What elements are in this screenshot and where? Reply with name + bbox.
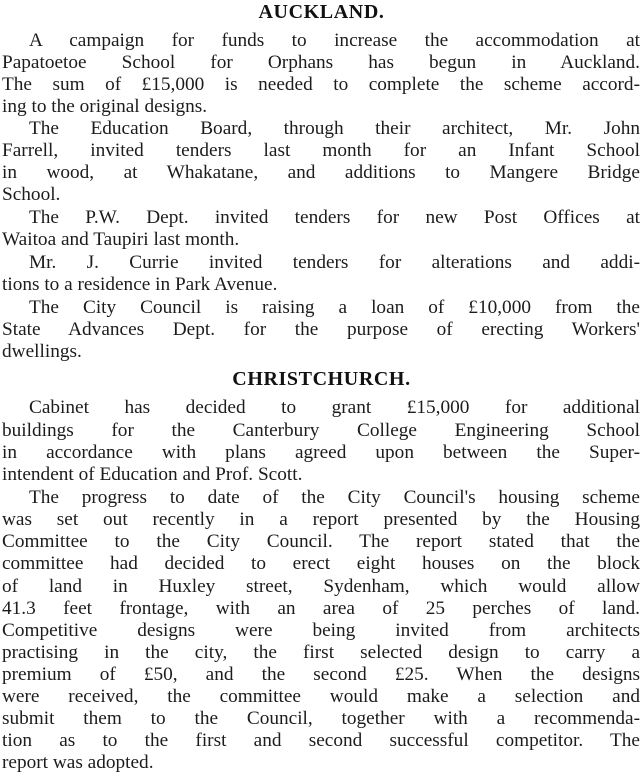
paragraph-line: Cabinet has decided to grant £15,000 for additional: [29, 397, 640, 418]
paragraph-line: A campaign for funds to increase the accommodation at: [29, 30, 640, 51]
paragraph-line: submit them to the Council, together with a recommenda-: [2, 708, 640, 729]
paragraph-line: Waitoa and Taupiri last month.: [2, 229, 240, 250]
section-heading-auckland: AUCKLAND.: [258, 1, 385, 23]
paragraph-line: buildings for the Canterbury College Engineering School: [2, 420, 640, 441]
paragraph-line: report was adopted.: [2, 752, 154, 773]
paragraph-line: The City Council is raising a loan of £10,000 from the: [29, 297, 640, 318]
paragraph-line: State Advances Dept. for the purpose of erecting Workers': [2, 319, 640, 340]
paragraph-line: of land in Huxley street, Sydenham, which would allow: [2, 576, 640, 597]
paragraph-line: practising in the city, the first selected design to carry a: [2, 642, 640, 663]
paragraph-line: Committee to the City Council. The report stated that the: [2, 531, 640, 552]
paragraph-line: ing to the original designs.: [2, 96, 208, 117]
paragraph-line: 41.3 feet frontage, with an area of 25 perches of land.: [2, 598, 640, 619]
paragraph-line: intendent of Education and Prof. Scott.: [2, 464, 303, 485]
paragraph-line: The Education Board, through their architect, Mr. John: [29, 118, 640, 139]
paragraph-line: School.: [2, 184, 61, 205]
paragraph-line: was set out recently in a report presented by the Housing: [2, 509, 640, 530]
section-heading-christchurch: CHRISTCHURCH.: [232, 368, 411, 390]
paragraph-line: The sum of £15,000 is needed to complete the scheme accord-: [2, 74, 640, 95]
paragraph-line: Mr. J. Currie invited tenders for alterations and addi-: [29, 252, 640, 273]
paragraph-line: dwellings.: [2, 341, 82, 362]
paragraph-line: were received, the committee would make a selection and: [2, 686, 640, 707]
paragraph-line: in wood, at Whakatane, and additions to Mangere Bridge: [2, 162, 640, 183]
paragraph-line: committee had decided to erect eight houses on the block: [2, 553, 640, 574]
paragraph-line: The P.W. Dept. invited tenders for new Post Offices at: [29, 207, 640, 228]
paragraph-line: Papatoetoe School for Orphans has begun in Auckland.: [2, 52, 640, 73]
paragraph-line: in accordance with plans agreed upon between the Super-: [2, 442, 640, 463]
paragraph-line: tion as to the first and second successful competitor. The: [2, 730, 640, 751]
paragraph-line: premium of £50, and the second £25. When the designs: [2, 664, 640, 685]
paragraph-line: tions to a residence in Park Avenue.: [2, 274, 278, 295]
paragraph-line: Farrell, invited tenders last month for an Infant School: [2, 140, 640, 161]
paragraph-line: Competitive designs were being invited from architects: [2, 620, 640, 641]
paragraph-line: The progress to date of the City Council's housing scheme: [29, 487, 640, 508]
